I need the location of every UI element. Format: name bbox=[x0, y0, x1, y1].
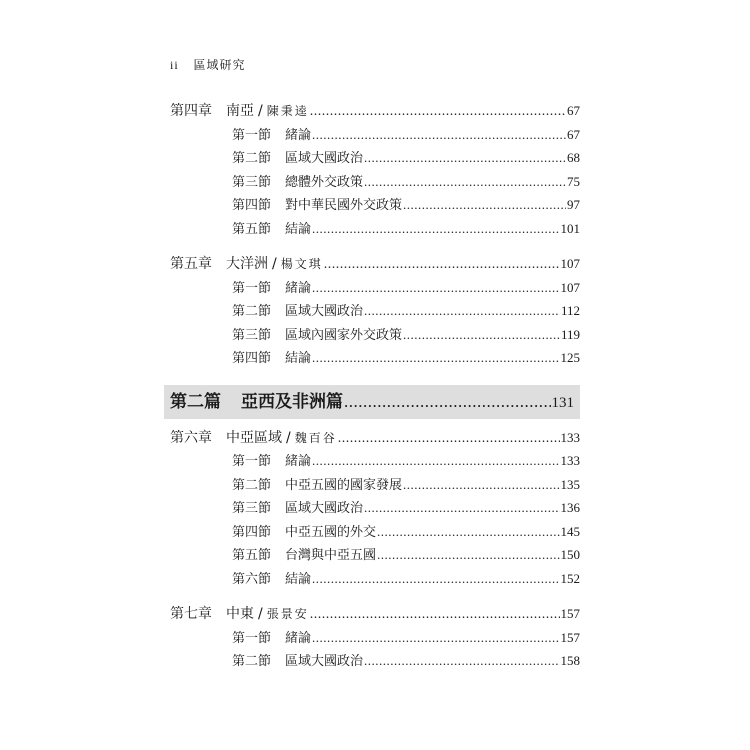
section-title: 區域大國政治 bbox=[285, 501, 364, 516]
section-number: 第四節 bbox=[232, 351, 272, 366]
chapter-entry bbox=[170, 427, 580, 451]
chapter-entry bbox=[170, 603, 580, 627]
dot-leader bbox=[310, 104, 566, 120]
section-title: 中亞五國的外交 bbox=[285, 524, 377, 540]
page-number: 68 bbox=[567, 150, 580, 165]
section-entry bbox=[170, 124, 580, 148]
running-header bbox=[170, 56, 246, 73]
dot-leader bbox=[344, 385, 551, 419]
section-number: 第一節 bbox=[232, 454, 272, 469]
section-number: 第四節 bbox=[232, 524, 272, 540]
section-title: 區域內國家外交政策 bbox=[285, 327, 403, 343]
section-entry bbox=[170, 650, 580, 674]
dot-leader bbox=[312, 630, 559, 646]
page-number: 101 bbox=[560, 220, 580, 236]
dot-leader bbox=[403, 327, 560, 343]
chapter-number: 第七章 bbox=[170, 606, 212, 622]
section-number: 第二節 bbox=[232, 477, 272, 493]
page-number: 133 bbox=[560, 429, 580, 445]
table-of-contents bbox=[170, 100, 580, 674]
page-number: 112 bbox=[560, 303, 580, 318]
section-entry bbox=[170, 568, 580, 592]
section-entry bbox=[170, 171, 580, 195]
page-number: 157 bbox=[560, 629, 580, 645]
section-title: 緒論 bbox=[285, 280, 312, 296]
chapter-entry bbox=[170, 253, 580, 277]
dot-leader bbox=[403, 197, 566, 213]
author-separator: / bbox=[272, 256, 277, 272]
section-entry bbox=[170, 474, 580, 498]
section-number: 第三節 bbox=[232, 501, 272, 516]
dot-leader bbox=[364, 500, 559, 516]
chapter-entry bbox=[170, 100, 580, 124]
section-entry bbox=[170, 450, 580, 474]
part-heading bbox=[164, 385, 580, 419]
section-number: 第三節 bbox=[232, 327, 272, 343]
dot-leader bbox=[338, 431, 560, 447]
section-title: 緒論 bbox=[285, 454, 312, 469]
section-number: 第二節 bbox=[232, 151, 272, 166]
chapter-title: 南亞 bbox=[226, 103, 254, 119]
section-title: 中亞五國的國家發展 bbox=[285, 477, 403, 493]
dot-leader bbox=[310, 607, 560, 623]
dot-leader bbox=[403, 477, 559, 493]
author-separator: / bbox=[258, 103, 263, 119]
dot-leader bbox=[324, 257, 560, 273]
page-number: 119 bbox=[560, 326, 580, 342]
page-number: 150 bbox=[560, 547, 580, 562]
chapter-author: 張景安 bbox=[266, 607, 309, 621]
section-entry bbox=[170, 544, 580, 568]
section-number: 第五節 bbox=[232, 548, 272, 563]
section-entry bbox=[170, 277, 580, 301]
section-title: 總體外交政策 bbox=[285, 174, 364, 190]
section-entry bbox=[170, 218, 580, 242]
dot-leader bbox=[312, 280, 559, 296]
page-number: 136 bbox=[560, 500, 580, 515]
section-title: 結論 bbox=[285, 221, 312, 237]
chapter-title: 中東 bbox=[226, 606, 254, 622]
section-title: 對中華民國外交政策 bbox=[285, 198, 403, 213]
dot-leader bbox=[364, 150, 566, 166]
dot-leader bbox=[312, 453, 559, 469]
section-number: 第四節 bbox=[232, 198, 272, 213]
chapter-number: 第五章 bbox=[170, 256, 212, 272]
dot-leader bbox=[312, 571, 559, 587]
section-title: 緒論 bbox=[285, 630, 312, 646]
author-separator: / bbox=[286, 429, 291, 446]
section-title: 區域大國政治 bbox=[285, 304, 364, 319]
section-title: 台灣與中亞五國 bbox=[285, 548, 377, 563]
page-number: 157 bbox=[560, 606, 580, 621]
part-number: 第二篇 bbox=[170, 391, 221, 412]
chapter-author: 楊文琪 bbox=[280, 257, 323, 271]
dot-leader bbox=[312, 221, 559, 237]
section-number: 第一節 bbox=[232, 127, 272, 143]
chapter-number: 第四章 bbox=[170, 103, 212, 119]
dot-leader bbox=[377, 524, 559, 540]
chapter-author: 魏百谷 bbox=[294, 430, 337, 445]
dot-leader bbox=[312, 127, 566, 143]
dot-leader bbox=[364, 303, 560, 319]
section-title: 結論 bbox=[285, 571, 312, 587]
page-number: 131 bbox=[551, 394, 574, 411]
dot-leader bbox=[364, 174, 566, 190]
chapter-number: 第六章 bbox=[170, 429, 212, 446]
page-number: 145 bbox=[560, 523, 580, 539]
section-entry bbox=[170, 497, 580, 521]
page-number: 152 bbox=[560, 570, 580, 586]
section-number: 第二節 bbox=[232, 304, 272, 319]
section-number: 第五節 bbox=[232, 221, 272, 237]
page-number: 125 bbox=[560, 350, 580, 365]
page-number: 158 bbox=[560, 653, 580, 668]
section-title: 緒論 bbox=[285, 127, 312, 143]
dot-leader bbox=[377, 547, 559, 563]
section-title: 結論 bbox=[285, 351, 312, 366]
section-number: 第一節 bbox=[232, 280, 272, 296]
section-title: 區域大國政治 bbox=[285, 151, 364, 166]
section-number: 第三節 bbox=[232, 174, 272, 190]
section-title: 區域大國政治 bbox=[285, 654, 364, 669]
page-number: 67 bbox=[567, 126, 580, 142]
page-number: 135 bbox=[560, 476, 580, 492]
chapter-author: 陳秉逵 bbox=[266, 104, 309, 118]
page-number: 75 bbox=[567, 173, 580, 189]
section-entry bbox=[170, 300, 580, 324]
section-number: 第二節 bbox=[232, 654, 272, 669]
page-number: 133 bbox=[560, 453, 580, 468]
section-entry bbox=[170, 521, 580, 545]
section-entry bbox=[170, 324, 580, 348]
chapter-title: 中亞區域 bbox=[226, 429, 282, 446]
dot-leader bbox=[364, 653, 559, 669]
page-number: 107 bbox=[560, 279, 580, 295]
page-number: 67 bbox=[567, 103, 580, 118]
running-title: 區域研究 bbox=[193, 58, 246, 72]
section-entry bbox=[170, 347, 580, 371]
section-number: 第六節 bbox=[232, 571, 272, 587]
section-entry bbox=[170, 194, 580, 218]
section-number: 第一節 bbox=[232, 630, 272, 646]
section-entry bbox=[170, 627, 580, 651]
dot-leader bbox=[312, 350, 559, 366]
part-title: 亞西及非洲篇 bbox=[241, 391, 343, 412]
author-separator: / bbox=[258, 606, 263, 622]
chapter-title: 大洋洲 bbox=[226, 256, 268, 272]
page-folio: ii bbox=[170, 58, 179, 72]
section-entry bbox=[170, 147, 580, 171]
page-number: 97 bbox=[567, 197, 580, 212]
page-number: 107 bbox=[560, 256, 580, 271]
